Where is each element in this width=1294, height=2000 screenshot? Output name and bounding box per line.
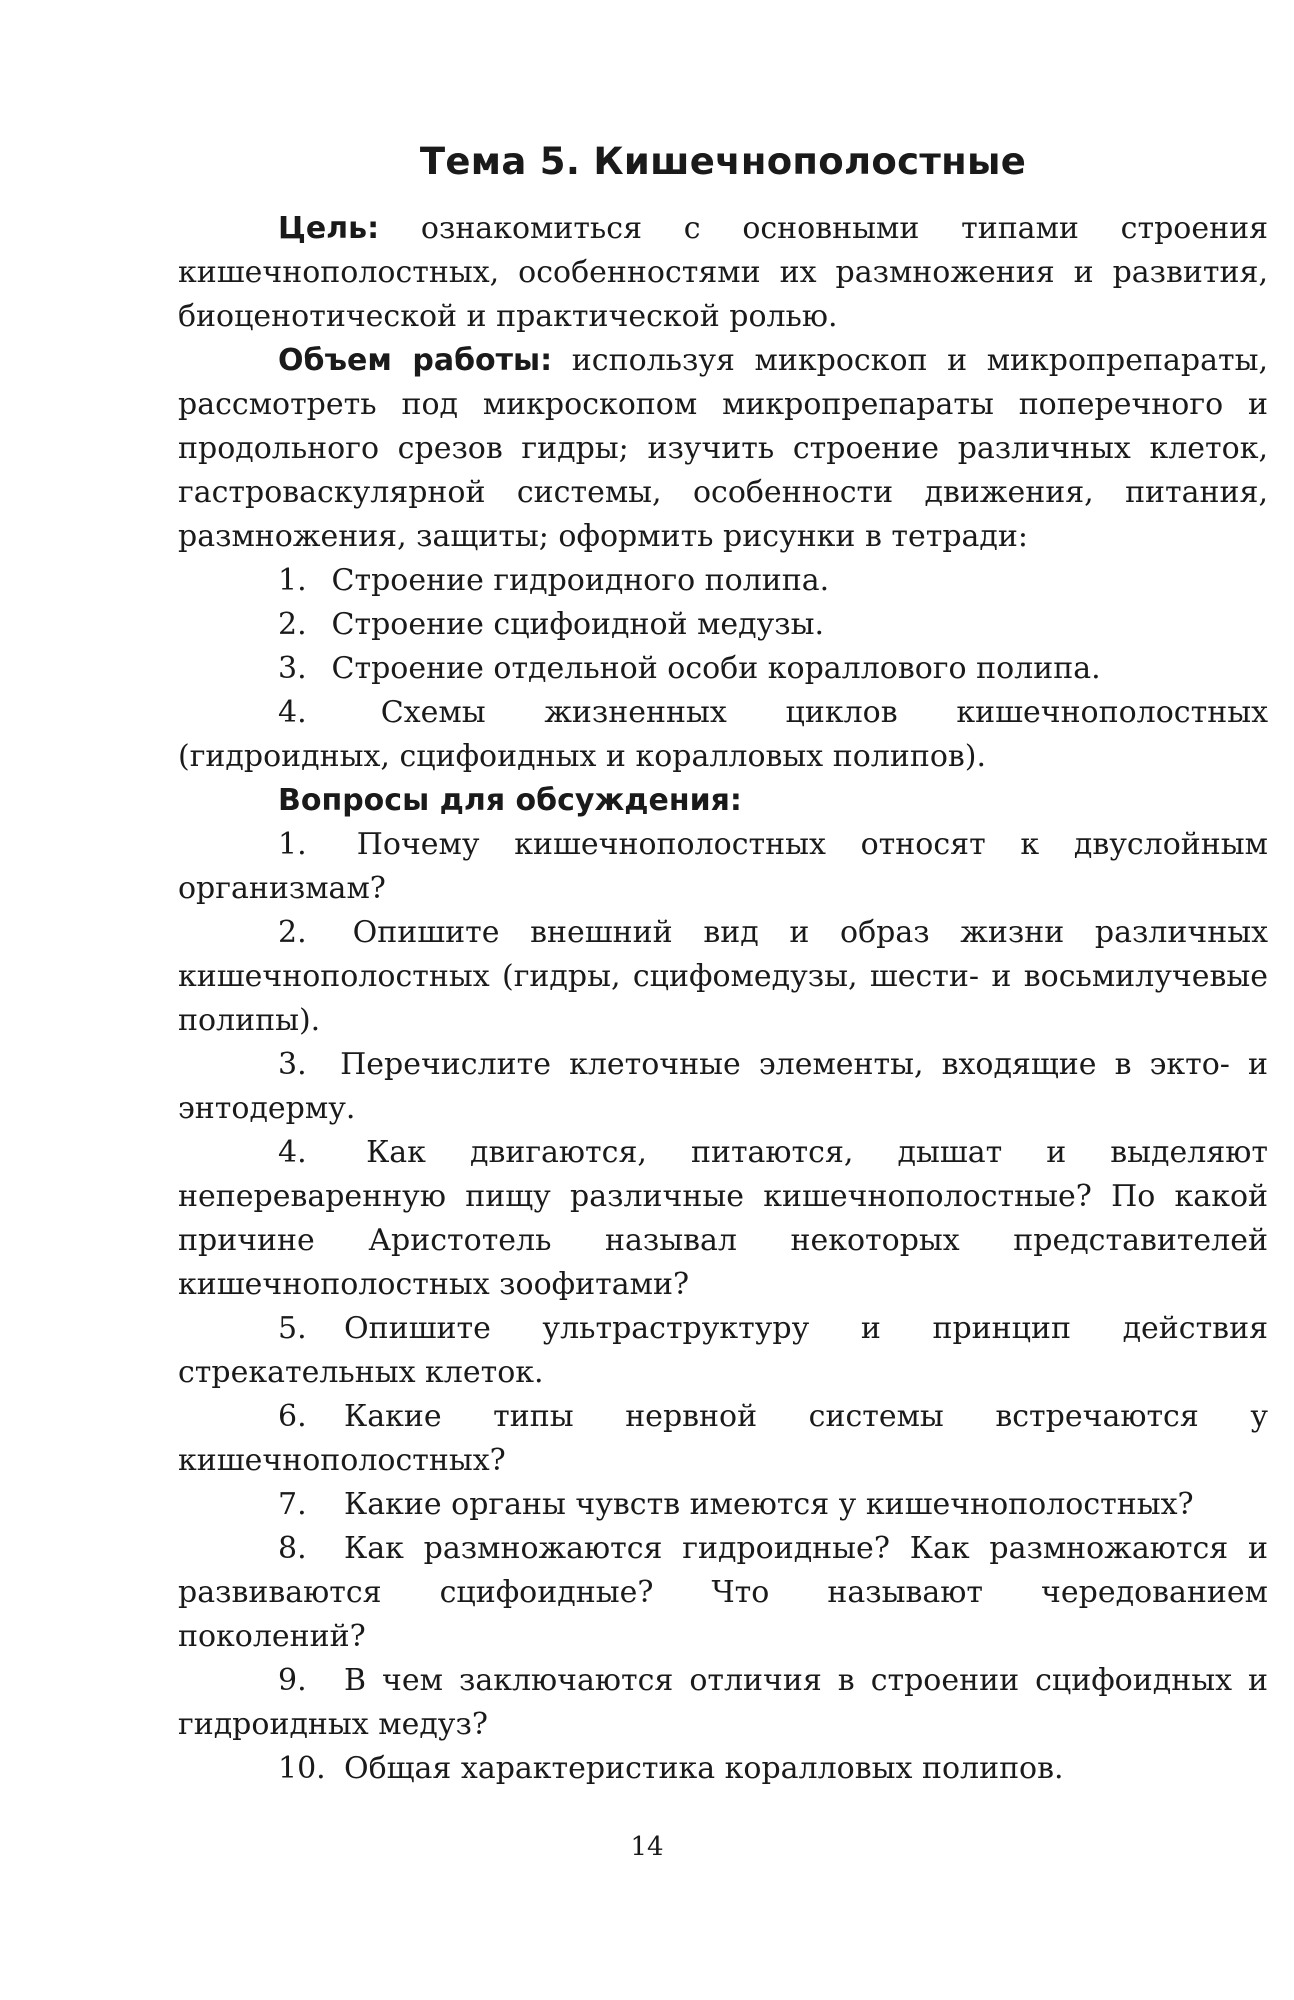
item-number: 2. [278,607,307,642]
question-number: 5. [278,1311,307,1346]
page-number: 14 [630,1832,664,1862]
question-text: Опишите внешний вид и образ жизни различных кишечнополостных (гидры, сцифомедузы, шести- и восьмилучевые полипы). [178,915,1268,1038]
question-number: 10. [278,1751,326,1786]
question-item [178,1395,1268,1483]
question-text: Как размножаются гидроидные? Как размножаются и развиваются сцифоидные? Что называют чередованием поколений? [178,1531,1268,1654]
item-number: 3. [278,651,307,686]
question-text: Как двигаются, питаются, дышат и выделяют непереваренную пищу различные кишечнополостные? По какой причине Аристотель называл некоторых представителей кишечнополостных зоофитами? [178,1135,1268,1302]
page-title: Тема 5. Кишечнополостные [419,140,1027,183]
drawings-list [178,559,1268,779]
item-number: 1. [278,563,307,598]
question-text: Перечислите клеточные элементы, входящие в экто- и энтодерму. [178,1047,1268,1126]
goal-text: ознакомиться с основными типами строения кишечнополостных, особенностями их размножения и развития, биоценотической и практической ролью. [178,211,1268,334]
question-item [178,1307,1268,1395]
question-text: Какие органы чувств имеются у кишечнополостных? [344,1487,1194,1522]
question-text: Опишите ультраструктуру и принцип действия стрекательных клеток. [178,1311,1268,1390]
question-text: Почему кишечнополостных относят к двуслойным организмам? [178,827,1268,906]
question-text: Какие типы нервной системы встречаются у кишечнополостных? [178,1399,1268,1478]
question-item [178,823,1268,911]
goal-label: Цель: [278,211,380,246]
question-text: Общая характеристика коралловых полипов. [344,1751,1064,1786]
question-item [178,1131,1268,1307]
question-number: 7. [278,1487,307,1522]
question-number: 4. [278,1135,307,1170]
question-number: 8. [278,1531,307,1566]
goal-paragraph [178,207,1268,339]
question-item [178,1747,1268,1791]
item-text: Строение сцифоидной медузы. [331,607,825,642]
item-text: Схемы жизненных циклов кишечнополостных (гидроидных, сцифоидных и коралловых полипов). [178,695,1268,774]
questions-heading: Вопросы для обсуждения: [278,783,742,818]
item-number: 4. [278,695,307,730]
list-item [178,691,1268,779]
question-number: 9. [278,1663,307,1698]
question-item [178,1043,1268,1131]
question-item [178,1483,1268,1527]
item-text: Строение гидроидного полипа. [331,563,830,598]
page-content [178,140,1268,1791]
list-item [178,647,1268,691]
scope-label: Объем работы: [278,343,553,378]
question-number: 3. [278,1047,307,1082]
list-item [178,603,1268,647]
questions-list [178,823,1268,1791]
scope-text: используя микроскоп и микропрепараты, рассмотреть под микроскопом микропрепараты поперечного и продольного срезов гидры; изучить строение различных клеток, гастроваскулярной системы, особенности движения, питания, размножения, защиты; оформить рисунки в тетради: [178,343,1268,554]
question-number: 2. [278,915,307,950]
scope-paragraph [178,339,1268,559]
question-item [178,1527,1268,1659]
question-number: 6. [278,1399,307,1434]
question-number: 1. [278,827,307,862]
question-text: В чем заключаются отличия в строении сцифоидных и гидроидных медуз? [178,1663,1268,1742]
question-item [178,1659,1268,1747]
question-item [178,911,1268,1043]
item-text: Строение отдельной особи кораллового полипа. [331,651,1101,686]
list-item [178,559,1268,603]
